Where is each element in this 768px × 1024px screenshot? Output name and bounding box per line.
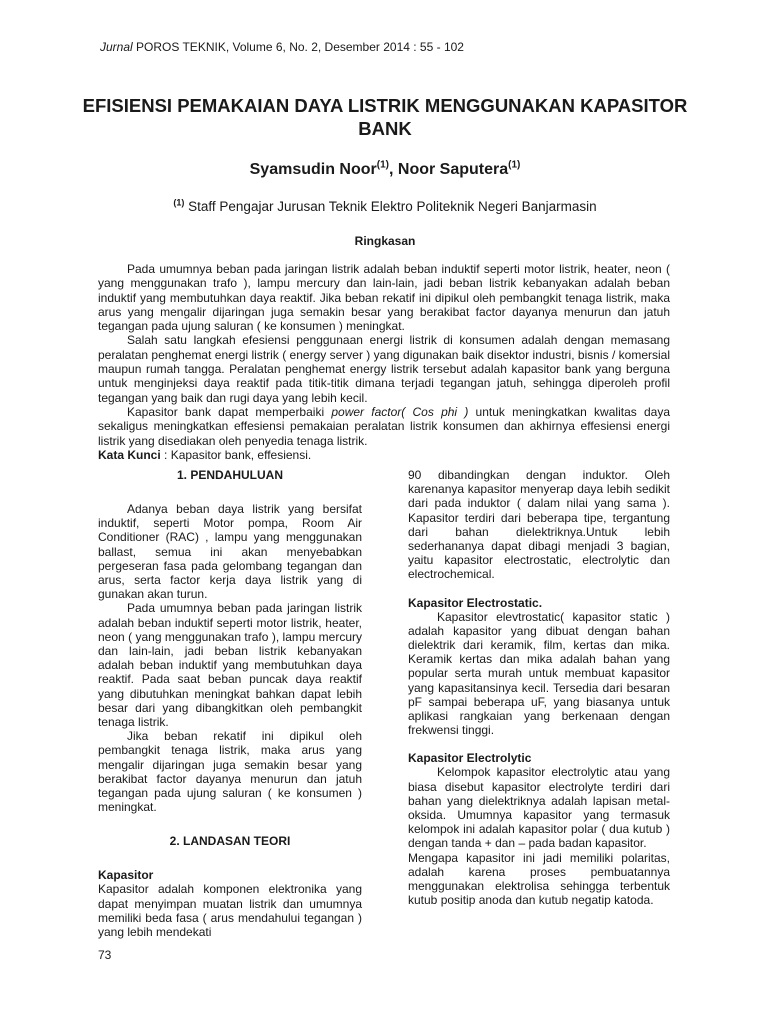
author-separator: , <box>389 161 398 178</box>
right-column <box>408 468 670 907</box>
abstract <box>98 262 670 462</box>
spacer <box>98 848 362 868</box>
journal-info: POROS TEKNIK, Volume 6, No. 2, Desember 2014 : 55 - 102 <box>132 40 464 54</box>
body-paragraph: Jika beban rekatif ini dipikul oleh pembangkit tenaga listrik, maka arus yang mengalir dijaringan juga semakin besar yang berakibat factor dayanya menurun dan jatuh tegangan pada ujung saluran ( ke konsumen ) meningkat. <box>98 729 362 815</box>
affiliation-text: Staff Pengajar Jurusan Teknik Elektro Politeknik Negeri Banjarmasin <box>184 199 597 214</box>
spacer <box>408 737 670 751</box>
affiliation <box>80 198 690 215</box>
abstract-heading: Ringkasan <box>354 234 416 248</box>
author-line <box>80 160 690 180</box>
left-column <box>98 468 362 939</box>
body-paragraph: Pada umumnya beban pada jaringan listrik adalah beban induktif seperti motor listrik, heater, neon ( yang menggunakan trafo ), lampu mercury dan lain-lain, jadi beban listrik kebanyakan adalah beban induktif yang membutuhkan daya reaktif. Pada saat beban puncak daya reaktif yang dibutuhkan meningkat bahkan dapat lebih besar dari yang dibangkitkan oleh pembangkit tenaga listrik. <box>98 601 362 730</box>
section-heading-pendahuluan: 1. PENDAHULUAN <box>176 468 283 482</box>
abstract-paragraph <box>98 405 670 448</box>
author-name: Noor Saputera <box>397 161 509 178</box>
keywords <box>98 448 670 462</box>
body-paragraph: Adanya beban daya listrik yang bersifat induktif, seperti Motor pompa, Room Air Conditioner (RAC) , lampu yang menggunakan ballast, semua ini akan menyebabkan pergeseran fasa pada gelombang tegangan dan arus, serta factor kerja daya listrik yang di gunakan akan turun. <box>98 502 362 602</box>
subsection-heading-kapasitor: Kapasitor <box>98 868 154 883</box>
body-paragraph: 90 dibandingkan dengan induktor. Oleh karenanya kapasitor menyerap daya lebih sedikit dari pada induktor ( dalam nilai yang sama ). Kapasitor terdiri dari beberapa tipe, tergantung dari bahan dielektriknya.Untuk lebih sederhananya dapat dibagi menjadi 3 bagian, yaitu kapasitor electrostatic, electrolytic dan electrochemical. <box>408 468 670 582</box>
author-affiliation-mark: (1) <box>508 159 521 171</box>
abstract-italic-term: power factor( Cos phi ) <box>331 404 469 419</box>
spacer <box>98 482 362 502</box>
keywords-text: : Kapasitor bank, effesiensi. <box>160 447 312 462</box>
body-paragraph: Kapasitor elevtrostatic( kapasitor static ) adalah kapasitor yang dibuat dengan bahan dielektrik dari keramik, film, kertas dan mika. Keramik kertas dan mika adalah bahan yang popular serta murah untuk membuat kapasitor yang kapasitansinya kecil. Tersedia dari besaran pF sampai beberapa uF, yang biasanya untuk aplikasi rangkaian yang berkenaan dengan frekwensi tinggi. <box>408 609 670 738</box>
abstract-paragraph: Salah satu langkah efesiensi penggunaan energi listrik di konsumen adalah dengan memasang peralatan penghemat energi listrik ( energy server ) yang digunakan baik disektor industri, bisnis / komersial maupun rumah tangga. Peralatan penghemat energy listrik tersebut adalah kapasitor bank yang berguna untuk menginjeksi daya reaktif pada titik-titik dimana terjadi tegangan jatuh, sehingga diperoleh profil tegangan yang baik dan rugi daya yang lebih kecil. <box>98 333 670 405</box>
subsection-heading-electrolytic: Kapasitor Electrolytic <box>408 751 532 766</box>
paper-title: EFISIENSI PEMAKAIAN DAYA LISTRIK MENGGUNAKAN KAPASITOR BANK <box>82 95 688 139</box>
journal-label: Jurnal <box>100 40 133 54</box>
body-paragraph: Kelompok kapasitor electrolytic atau yang biasa disebut kapasitor electrolyte terdiri dari bahan yang dielektriknya adalah lapisan metal-oksida. Umumnya kapasitor yang termasuk kelompok ini adalah kapasitor polar ( dua kutub ) dengan tanda + dan – pada badan kapasitor. <box>408 765 670 851</box>
section-heading-landasan-teori: 2. LANDASAN TEORI <box>169 834 291 849</box>
body-paragraph: Mengapa kapasitor ini jadi memiliki polaritas, adalah karena proses pembuatannya menggunakan elektrolisa sehingga terbentuk kutub positip anoda dan kutub negatip katoda. <box>408 850 670 908</box>
page-number: 73 <box>98 948 112 962</box>
author-affiliation-mark: (1) <box>376 159 389 171</box>
subsection-heading-electrostatic: Kapasitor Electrostatic. <box>408 595 543 610</box>
affiliation-mark: (1) <box>173 197 185 208</box>
abstract-paragraph: Pada umumnya beban pada jaringan listrik adalah beban induktif seperti motor listrik, heater, neon ( yang menggunakan trafo ), lampu mercury dan lain-lain, jadi beban listrik kebanyakan adalah beban induktif yang membutuhkan daya reaktif. Jika beban rekatif ini dipikul oleh pembangkit tenaga listrik, maka arus yang mengalir dijaringan juga semakin besar yang berakibat factor dayanya menurun dan jatuh tegangan pada ujung saluran ( ke konsumen ) meningkat. <box>98 262 670 334</box>
journal-header <box>100 40 464 54</box>
author-name: Syamsudin Noor <box>249 161 377 178</box>
abstract-text: untuk meningkatkan kwalitas daya sekaligus meningkatkan effesiensi pemakaian peralatan listrik konsumen dan akhirnya effesiensi energi listrik yang disediakan oleh penyedia tenaga listrik. <box>98 404 670 448</box>
abstract-text: Kapasitor bank dapat memperbaiki <box>127 404 332 419</box>
spacer <box>408 582 670 596</box>
spacer <box>98 814 362 834</box>
body-paragraph: Kapasitor adalah komponen elektronika yang dapat menyimpan muatan listrik dan umumnya memiliki beda fasa ( arus mendahului tegangan ) yang lebih mendekati <box>98 882 362 940</box>
keywords-label: Kata Kunci <box>98 447 161 462</box>
